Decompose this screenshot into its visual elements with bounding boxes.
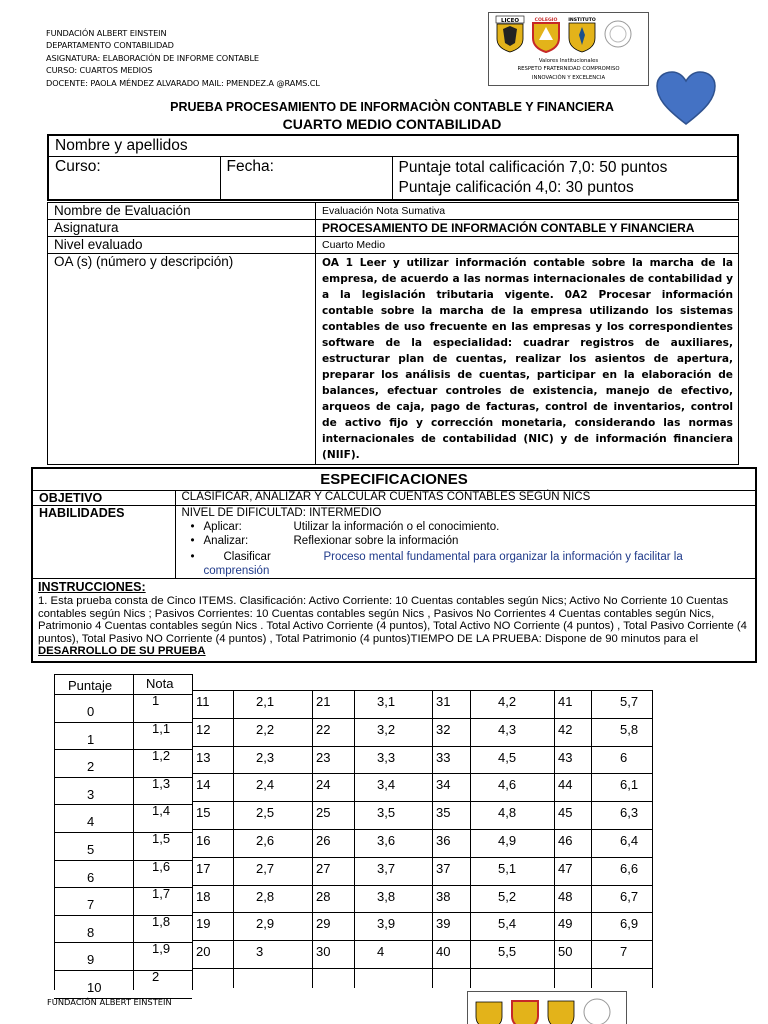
grid-line	[54, 674, 192, 675]
grade-cell: 3,1	[377, 694, 396, 709]
puntaje-cell: 8	[87, 924, 95, 940]
grid-line	[192, 690, 652, 691]
grid-line	[312, 690, 313, 988]
nota-cell: 1,1	[152, 720, 171, 736]
values-list: RESPETO FRATERNIDAD COMPROMISO	[517, 66, 620, 72]
grade-cell: 6,4	[620, 833, 639, 848]
instructions-emphasis: DESARROLLO DE SU PRUEBA	[38, 645, 206, 657]
grid-line	[54, 970, 192, 971]
grade-cell: 12	[196, 721, 211, 737]
grid-line	[354, 690, 355, 988]
nota-cell: 1,6	[152, 858, 171, 874]
grade-cell: 6,9	[620, 916, 639, 932]
grade-cell: 4,6	[498, 777, 517, 793]
instituto-shield-icon	[546, 993, 576, 1024]
header-line: DEPARTAMENTO CONTABILIDAD	[46, 40, 174, 51]
liceo-shield-icon	[474, 993, 504, 1024]
eval-name-label: Nombre de Evaluación	[48, 203, 316, 220]
grade-cell: 47	[558, 860, 573, 876]
passing-score-text: Puntaje calificación 4,0: 30 puntos	[398, 179, 634, 196]
grid-line	[192, 829, 652, 830]
grade-cell: 2,1	[256, 694, 275, 709]
puntaje-cell: 10	[87, 980, 102, 995]
grade-cell: 37	[436, 860, 451, 876]
header-line: ASIGNATURA: ELABORACIÓN DE INFORME CONTABLE	[46, 52, 259, 63]
grade-cell: 2,6	[256, 833, 275, 848]
grade-cell: 36	[436, 833, 451, 848]
grade-cell: 3,7	[377, 860, 396, 876]
grade-cell: 17	[196, 860, 211, 876]
grade-cell: 6,7	[620, 888, 639, 904]
nota-cell: 1,2	[152, 748, 171, 764]
specs-title: ESPECIFICACIONES	[32, 468, 756, 491]
grid-line	[591, 690, 592, 988]
grade-cell: 18	[196, 888, 211, 904]
grade-cell: 6,3	[620, 805, 639, 821]
grid-line	[652, 690, 653, 988]
grade-cell: 3	[256, 944, 264, 960]
grade-cell: 24	[316, 777, 331, 793]
header-line: DOCENTE: PAOLA MÉNDEZ ALVARADO MAIL: PMENDEZ.A @RAMS.CL	[46, 77, 320, 88]
grade-cell: 5,1	[498, 860, 517, 876]
instituto-shield-icon	[567, 15, 597, 53]
grid-line	[192, 940, 652, 941]
grade-cell: 40	[436, 944, 451, 960]
grade-cell: 2,4	[256, 777, 275, 793]
grade-cell: 6,1	[620, 777, 639, 793]
grade-cell: 6	[620, 749, 628, 765]
nota-cell: 1	[152, 693, 160, 708]
grade-cell: 5,4	[498, 916, 517, 932]
header-line: CURSO: CUARTOS MEDIOS	[46, 65, 153, 76]
level-label: Nivel evaluado	[48, 237, 316, 254]
grade-cell: 19	[196, 916, 211, 932]
specifications-table	[31, 467, 757, 663]
subject-label: Asignatura	[48, 220, 316, 237]
instructions-text	[38, 595, 750, 658]
grid-line	[192, 690, 193, 988]
grade-cell: 42	[558, 721, 573, 737]
grid-line	[192, 968, 652, 969]
grid-line	[233, 690, 234, 988]
nota-cell: 1,4	[152, 803, 171, 819]
grid-line	[54, 749, 192, 750]
seal-icon	[582, 993, 612, 1024]
grade-cell: 27	[316, 860, 331, 876]
puntaje-cell: 2	[87, 759, 95, 775]
values-list-2: INNOVACIÓN Y EXCELENCIA	[531, 75, 606, 81]
grid-line	[54, 860, 192, 861]
grade-cell: 50	[558, 944, 573, 960]
grade-cell: 46	[558, 833, 573, 848]
grade-cell: 35	[436, 805, 451, 821]
grade-cell: 41	[558, 694, 573, 709]
grade-cell: 7	[620, 944, 628, 960]
skill-name: Aplicar:	[203, 521, 242, 533]
grade-cell: 15	[196, 805, 211, 821]
puntaje-cell: 6	[87, 869, 95, 885]
puntaje-cell: 0	[87, 704, 95, 719]
bullet-icon: •	[190, 551, 195, 563]
grade-cell: 30	[316, 944, 331, 960]
objective-label: OBJETIVO	[32, 491, 175, 506]
total-score-text: Puntaje total calificación 7,0: 50 puntos	[398, 159, 668, 176]
instituto-label: INSTITUTO	[568, 18, 596, 23]
footer-institution: FUNDACIÓN ALBERT EINSTEIN	[47, 997, 172, 1007]
grade-cell: 33	[436, 749, 451, 765]
skill-description: Reflexionar sobre la información	[293, 535, 459, 547]
skill-item	[182, 520, 750, 534]
puntaje-header: Puntaje	[68, 678, 113, 693]
skill-item	[182, 550, 750, 578]
student-info-table	[47, 134, 739, 201]
grade-cell: 4	[377, 944, 385, 960]
grade-cell: 22	[316, 721, 331, 737]
nota-cell: 1,8	[152, 913, 171, 929]
grade-cell: 16	[196, 833, 211, 848]
grade-cell: 6,6	[620, 860, 639, 876]
grade-cell: 3,9	[377, 916, 396, 932]
nota-cell: 1,3	[152, 775, 171, 791]
grade-cell: 5,7	[620, 694, 639, 709]
grid-line	[192, 885, 652, 886]
skill-name: Analizar:	[203, 535, 249, 547]
course-field[interactable]: Curso:	[48, 157, 220, 201]
instructions-label: INSTRUCCIONES:	[38, 580, 146, 594]
institution-header	[46, 27, 320, 89]
nota-cell: 2	[152, 969, 160, 984]
header-line: FUNDACIÓN ALBERT EINSTEIN	[46, 28, 167, 38]
grid-line	[54, 777, 192, 778]
grade-cell: 32	[436, 721, 451, 737]
grade-cell: 5,8	[620, 721, 639, 737]
grade-cell: 44	[558, 777, 573, 793]
grade-cell: 28	[316, 888, 331, 904]
grid-line	[192, 773, 652, 774]
grade-cell: 49	[558, 916, 573, 932]
grid-line	[470, 690, 471, 988]
grade-cell: 43	[558, 749, 573, 765]
skill-item	[182, 534, 750, 548]
footer-logo	[467, 991, 627, 1024]
skill-description: Proceso mental fundamental para organizar la información y facilitar la comprensión	[203, 551, 683, 577]
grade-cell: 3,4	[377, 777, 396, 793]
puntaje-cell: 1	[87, 731, 95, 747]
grade-cell: 48	[558, 888, 573, 904]
grade-cell: 3,3	[377, 749, 396, 765]
grade-cell: 4,5	[498, 749, 517, 765]
grade-cell: 38	[436, 888, 451, 904]
grid-line	[54, 915, 192, 916]
bullet-icon: •	[190, 521, 195, 533]
date-field[interactable]: Fecha:	[220, 157, 392, 201]
grid-line	[54, 942, 192, 943]
subject-value: PROCESAMIENTO DE INFORMACIÓN CONTABLE Y FINANCIERA	[316, 220, 739, 237]
grid-line	[192, 746, 652, 747]
puntaje-cell: 5	[87, 842, 95, 857]
grade-cell: 4,2	[498, 694, 517, 709]
nota-cell: 1,9	[152, 941, 171, 957]
grid-line	[54, 694, 192, 695]
exam-subtitle: CUARTO MEDIO CONTABILIDAD	[282, 116, 502, 132]
exam-title: PRUEBA PROCESAMIENTO DE INFORMACIÒN CONTABLE Y FINANCIERA	[170, 100, 614, 114]
bullet-icon: •	[190, 535, 195, 547]
grid-line	[54, 722, 192, 723]
grade-cell: 2,9	[256, 916, 275, 932]
grade-cell: 31	[436, 694, 451, 709]
liceo-shield-icon	[495, 15, 525, 53]
difficulty-level: NIVEL DE DIFICULTAD: INTERMEDIO	[181, 507, 382, 519]
puntaje-cell: 7	[87, 897, 95, 913]
grade-cell: 20	[196, 944, 211, 960]
grade-cell: 2,8	[256, 888, 275, 904]
level-value: Cuarto Medio	[316, 237, 739, 254]
eval-name-value: Evaluación Nota Sumativa	[316, 203, 739, 220]
oa-description: OA 1 Leer y utilizar información contable sobre la marcha de la empresa, de acuerdo a las normas internacionales de contabilidad y a la legislación tributaria vigente. 0A2 Procesar información contable sobre la marcha de la empresa utilizando los sistemas contables de uso frecuente en las empresas y los correspondientes software de la especialidad: cuadrar registros de auxiliares, estructurar plan de cuentas, realizar los asientos de apertura, preparar los análisis de cuentas, participar en la elaboración de balances, efectuar controles de existencia, manejo de efectivo, arqueos de caja, pago de facturas, control de inventarios, control de activo fijo y corrección monetaria, considerando las normas internacionales de contabilidad (NIC) y de información financiera (NIIF).	[316, 254, 739, 465]
nota-cell: 1,7	[152, 886, 171, 902]
liceo-label: LICEO	[500, 18, 520, 24]
oa-label: OA (s) (número y descripción)	[48, 254, 316, 465]
skill-description: Utilizar la información o el conocimiento.	[293, 521, 500, 533]
puntaje-cell: 3	[87, 786, 95, 802]
grade-cell: 4,9	[498, 833, 517, 848]
grade-cell: 2,2	[256, 721, 275, 737]
colegio-shield-icon	[531, 15, 561, 53]
values-title: Valores Institucionales	[538, 58, 599, 64]
grade-cell: 45	[558, 805, 573, 821]
grade-cell: 5,5	[498, 944, 517, 960]
grade-cell: 4,8	[498, 805, 517, 821]
grid-line	[192, 912, 652, 913]
grade-cell: 14	[196, 777, 211, 793]
grade-cell: 4,3	[498, 721, 517, 737]
seal-icon	[603, 15, 633, 53]
skill-name: Clasificar	[223, 551, 271, 563]
grade-cell: 34	[436, 777, 451, 793]
grid-line	[54, 804, 192, 805]
grade-cell: 2,3	[256, 749, 275, 765]
grid-line	[432, 690, 433, 988]
grid-line	[54, 832, 192, 833]
nota-cell: 1,5	[152, 831, 171, 846]
grade-cell: 23	[316, 749, 331, 765]
name-field[interactable]: Nombre y apellidos	[48, 135, 738, 157]
grid-line	[192, 857, 652, 858]
grade-cell: 3,5	[377, 805, 396, 821]
puntaje-cell: 9	[87, 952, 95, 968]
colegio-label: COLEGIO	[534, 18, 558, 23]
grid-line	[554, 690, 555, 988]
grade-cell: 29	[316, 916, 331, 932]
skills-label: HABILIDADES	[32, 506, 175, 579]
grid-line	[54, 887, 192, 888]
grade-cell: 3,8	[377, 888, 396, 904]
grade-cell: 13	[196, 749, 211, 765]
grade-cell: 2,5	[256, 805, 275, 821]
grade-cell: 3,2	[377, 721, 396, 737]
grade-cell: 39	[436, 916, 451, 932]
grade-cell: 26	[316, 833, 331, 848]
evaluation-table	[47, 202, 739, 465]
grade-cell: 25	[316, 805, 331, 821]
grade-cell: 21	[316, 694, 331, 709]
colegio-shield-icon	[510, 993, 540, 1024]
instructions-body: 1. Esta prueba consta de Cinco ITEMS. Clasificación: Activo Corriente: 10 Cuentas contables según Nics; Activo No Corriente 10 Cuentas contables según Nics ; Pasivos Corrientes: 10 Cuentas contables según Nics , Pasivos No Corrientes 4 Cuentas contables según Nics, Patrimonio 4 Cuentas contables según Nics . Total Activo Corriente (4 puntos), Total Activo NO Corriente (4 puntos) , Total Pasivo Corriente (4 puntos), Total Pasivo NO Corriente (4 puntos) , Total Patrimonio (4 puntos)TIEMPO DE LA PRUEBA: Dispone de 90 minutos para el	[38, 595, 747, 645]
nota-header: Nota	[146, 676, 174, 691]
grade-cell: 3,6	[377, 833, 396, 848]
puntaje-cell: 4	[87, 814, 95, 830]
objective-value: CLASIFICAR, ANALIZAR Y CALCULAR CUENTAS CONTABLES SEGÚN NICS	[175, 491, 756, 506]
grade-cell: 2,7	[256, 860, 275, 876]
grade-cell: 5,2	[498, 888, 517, 904]
grid-line	[192, 801, 652, 802]
grade-cell: 11	[196, 694, 210, 709]
institutional-logo	[488, 12, 649, 86]
grid-line	[192, 718, 652, 719]
